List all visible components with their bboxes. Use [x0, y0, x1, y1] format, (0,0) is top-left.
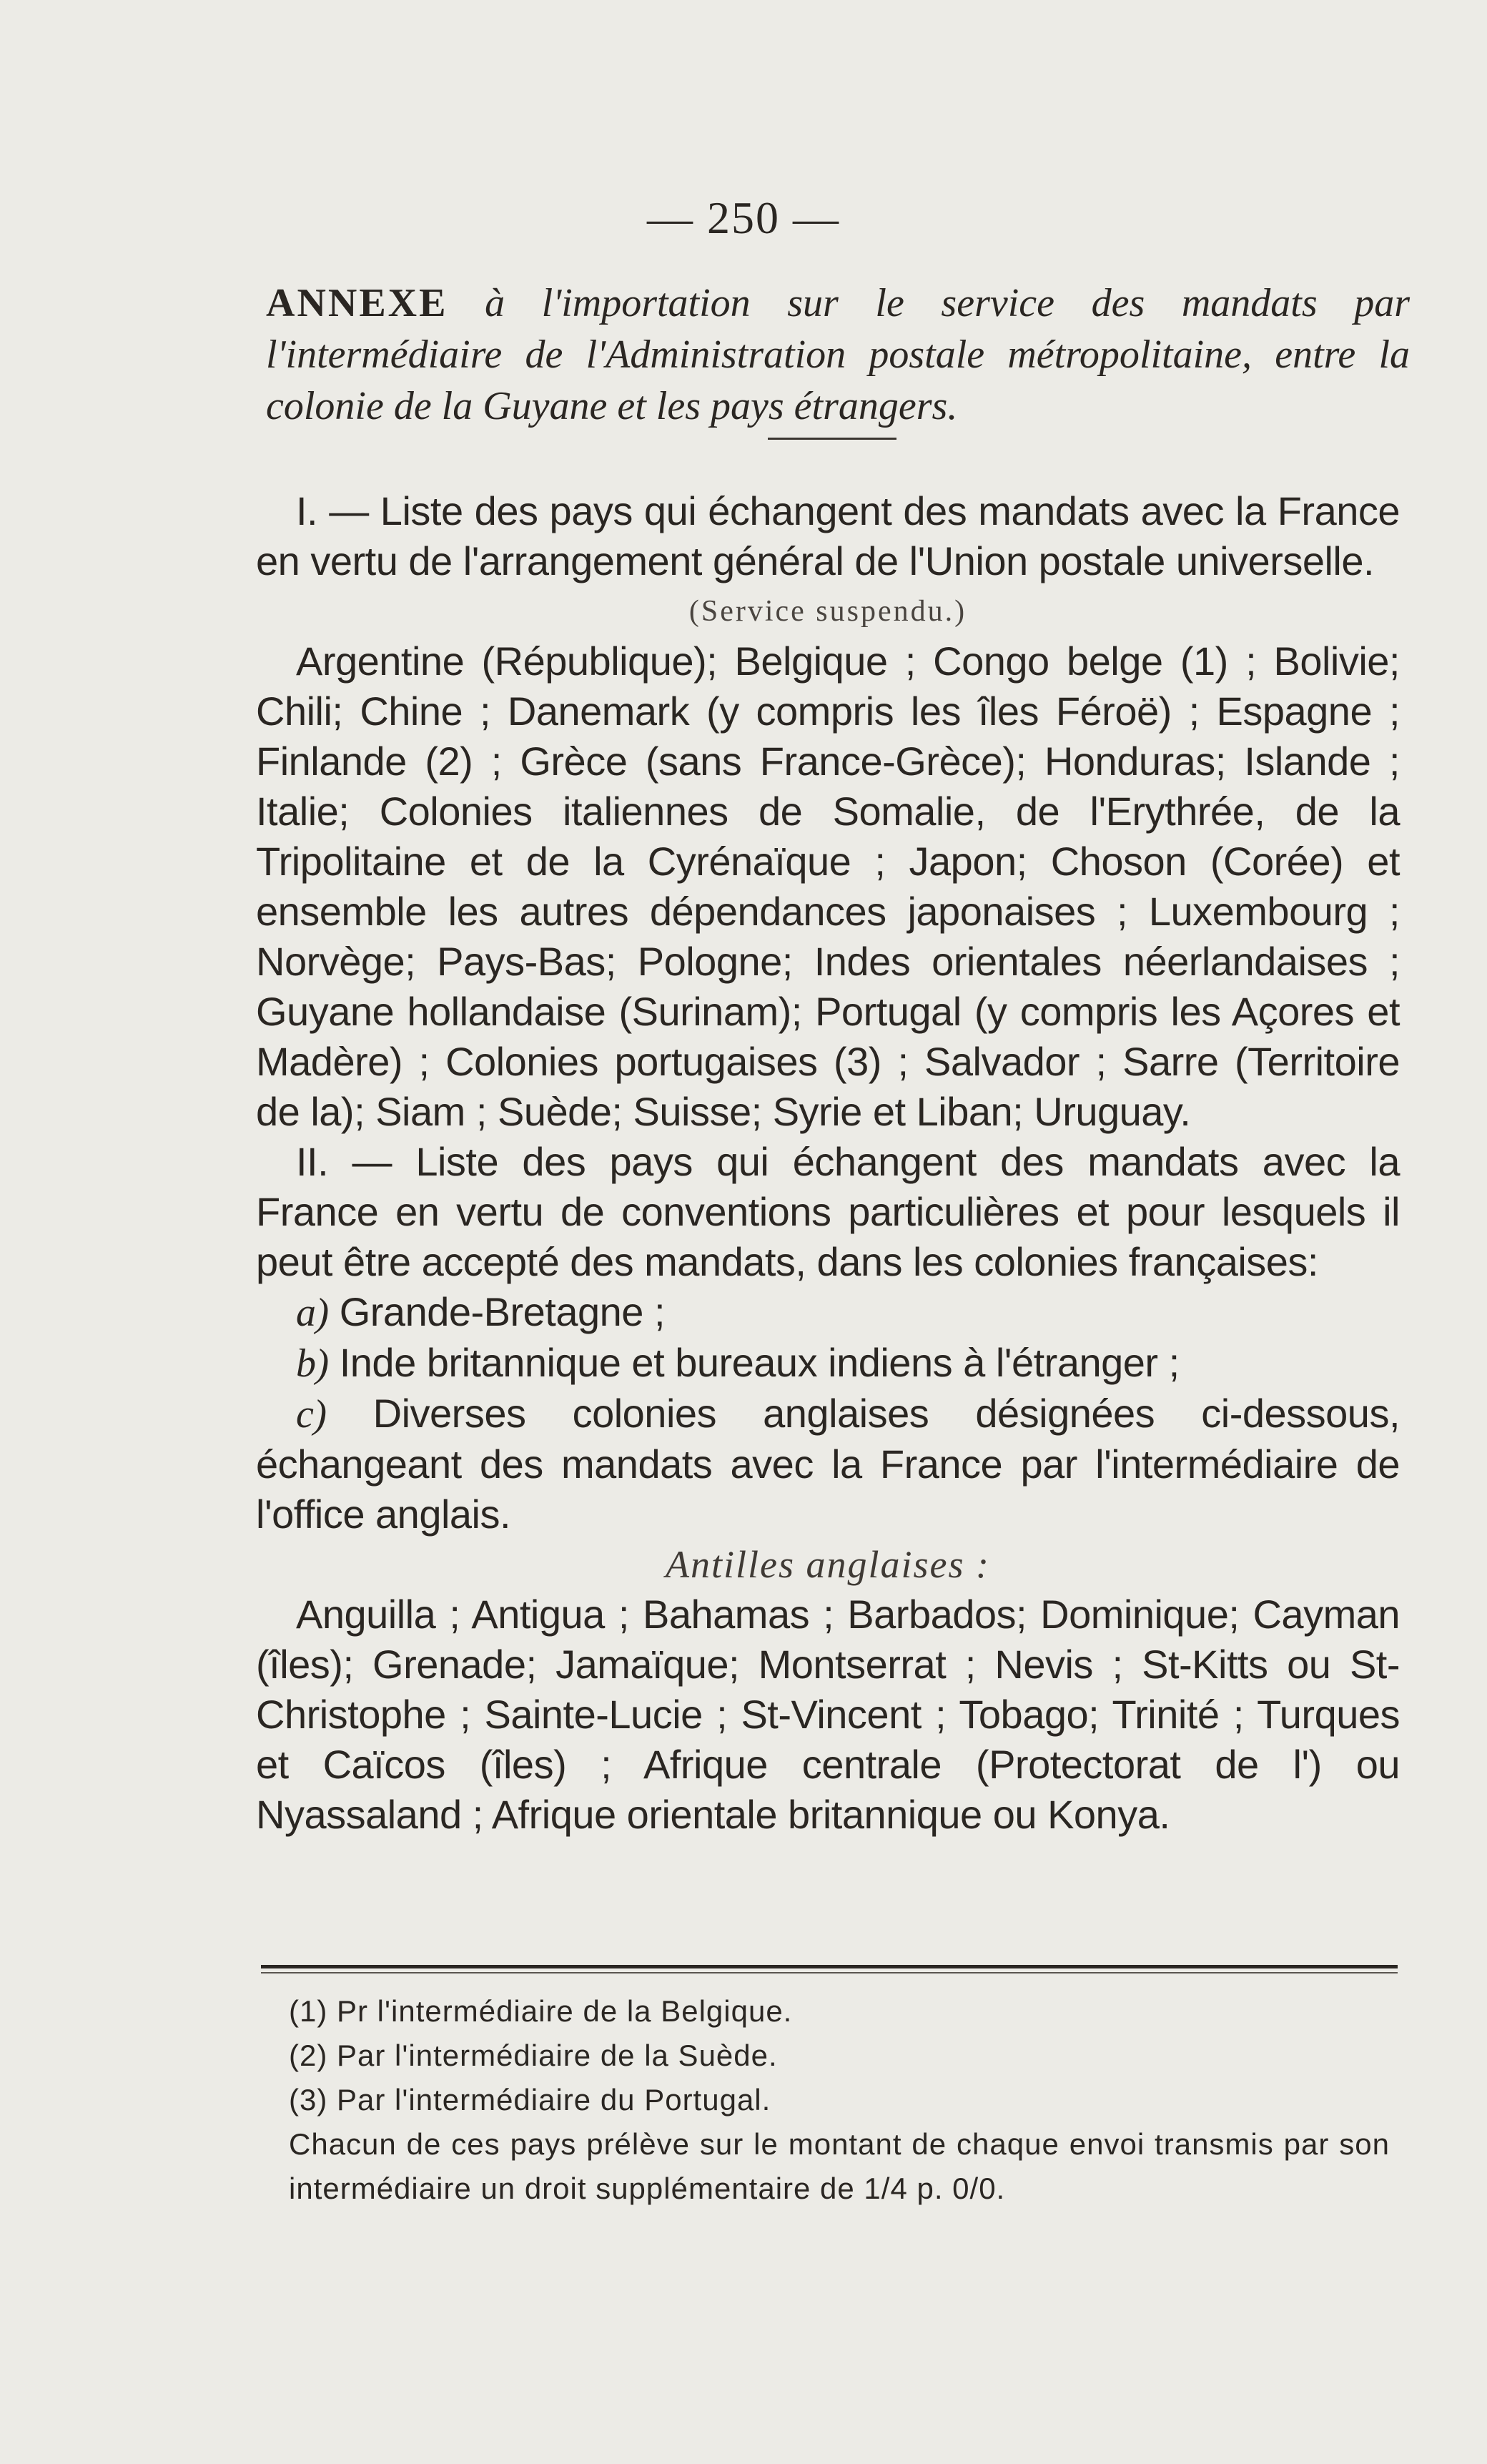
footnote-3: (3) Par l'intermédiaire du Portugal. — [289, 2083, 771, 2116]
item-label: b) — [296, 1341, 329, 1386]
heading-divider — [768, 438, 896, 440]
item-label: a) — [296, 1291, 329, 1335]
annex-heading-lead: ANNEXE — [266, 281, 448, 325]
footnote-divider — [261, 1965, 1398, 1968]
section-2-item-c — [256, 1389, 1400, 1539]
section-1-country-list: Argentine (République); Belgique ; Congo belge (1) ; Bolivie; Chili; Chine ; Danemark (y compris les îles Féroë) ; Espagne ; Finlande (2) ; Grèce (sans France-Grèce); Honduras; Islande ; Italie; Colonies italiennes de Somalie, de l'Erythrée, de la Tripolitaine et de la Cyrénaïque ; Japon; Choson (Corée) et ensemble les autres dépendances japonaises ; Luxembourg ; Norvège; Pays-Bas; Pologne; Indes orientales néerlandaises ; Guyane hollandaise (Surinam); Portugal (y compris les Açores et Madère) ; Colonies portugaises (3) ; Salvador ; Sarre (Territoire de la); Siam ; Suède; Suisse; Syrie et Liban; Uruguay. — [256, 639, 1400, 1134]
main-text — [256, 486, 1400, 1840]
footnote-2: (2) Par l'intermédiaire de la Suède. — [289, 2039, 778, 2072]
footnote-divider-thin — [261, 1972, 1398, 1973]
section-2-country-list: Anguilla ; Antigua ; Bahamas ; Barbados; Dominique; Cayman (îles); Grenade; Jamaïque; Montserrat ; Nevis ; St-Kitts ou St-Christophe ; Sainte-Lucie ; St-Vincent ; Tobago; Trinité ; Turques et Caïcos (îles) ; Afrique centrale (Protectorat de l') ou Nyassaland ; Afrique orientale britannique ou Konya. — [256, 1592, 1400, 1837]
item-text: Grande-Bretagne ; — [339, 1289, 666, 1334]
item-label: c) — [296, 1392, 327, 1436]
section-2-item-a — [256, 1287, 1400, 1338]
item-text: Diverses colonies anglaises désignées ci-dessous, échangeant des mandats avec la France par l'intermédiaire de l'office anglais. — [256, 1391, 1400, 1537]
section-1-note: (Service suspendu.) — [688, 595, 967, 628]
item-text: Inde britannique et bureaux indiens à l'étranger ; — [339, 1340, 1180, 1385]
annex-heading-text: à l'importation sur le service des mandats par l'intermédiaire de l'Administration postale métropolitaine, entre la colonie de la Guyane et les pays étrangers. — [266, 281, 1410, 428]
section-1-intro: I. — Liste des pays qui échangent des mandats avec la France en vertu de l'arrangement général de l'Union postale universelle. — [256, 488, 1400, 583]
annex-heading — [266, 277, 1410, 432]
section-2-subheading: Antilles anglaises : — [666, 1543, 990, 1586]
page-number: — 250 — — [647, 192, 840, 243]
section-2-intro: II. — Liste des pays qui échangent des mandats avec la France en vertu de conventions particulières et pour lesquels il peut être accepté des mandats, dans les colonies françaises: — [256, 1139, 1400, 1284]
footnote-extra: Chacun de ces pays prélève sur le montant de chaque envoi transmis par son intermédiaire un droit supplémentaire de 1/4 p. 0/0. — [289, 2127, 1390, 2205]
footnotes — [289, 1989, 1390, 2211]
footnote-1: (1) Pr l'intermédiaire de la Belgique. — [289, 1994, 793, 2028]
section-2-item-b — [256, 1338, 1400, 1389]
